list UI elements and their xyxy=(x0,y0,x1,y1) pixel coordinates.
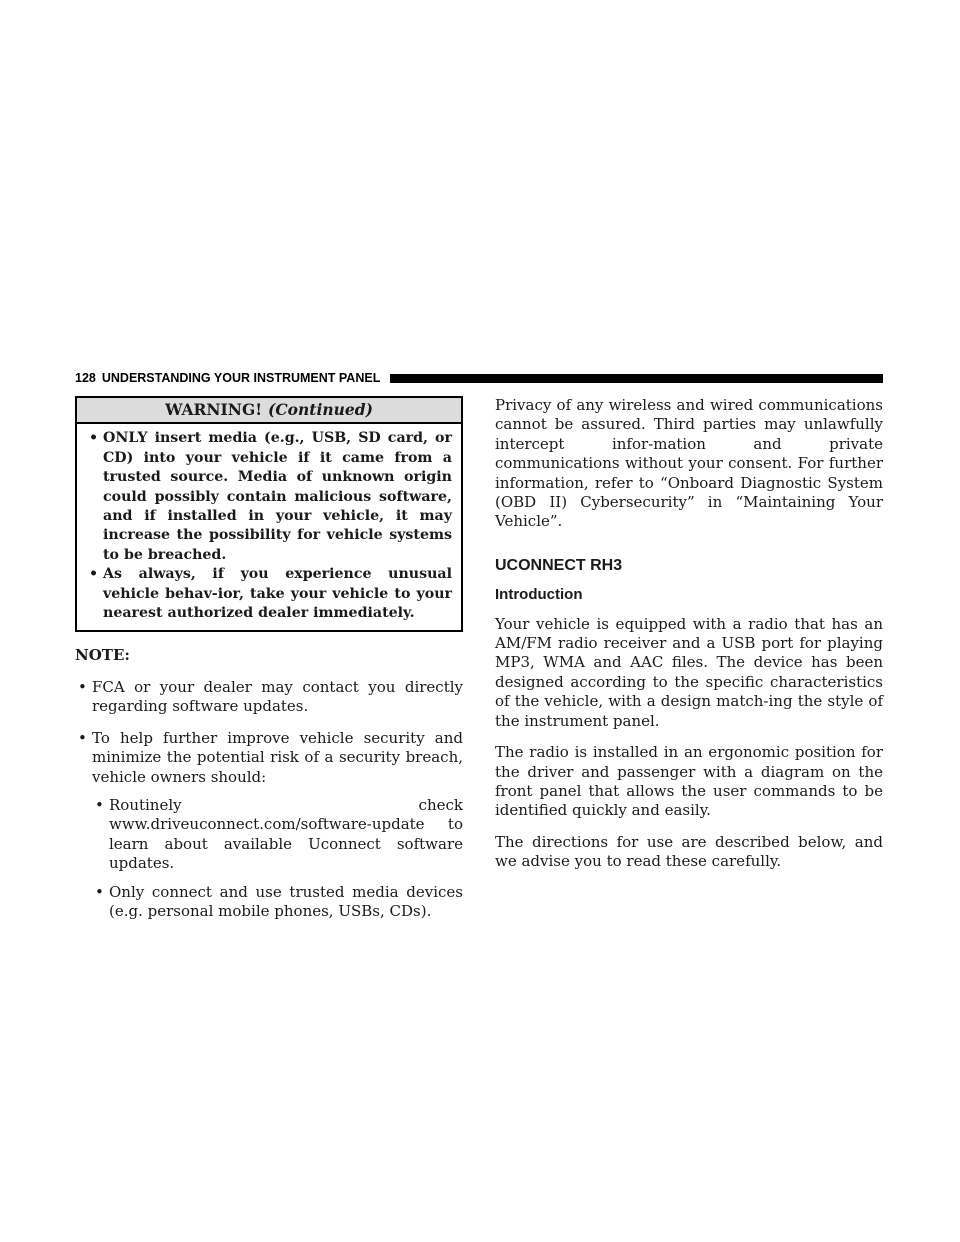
bullet-icon: • xyxy=(95,882,104,901)
warning-title xyxy=(77,398,461,424)
note-item: • FCA or your dealer may contact you directly regarding software updates. xyxy=(78,677,463,716)
warning-label: WARNING! xyxy=(165,400,263,419)
body-paragraph: The radio is installed in an ergonomic position for the driver and passenger with a diagram on the front panel that allows the user commands to be identified quickly and easily. xyxy=(495,743,883,820)
body-paragraph: The directions for use are described below, and we advise you to read these carefully. xyxy=(495,832,883,871)
bullet-icon: • xyxy=(78,728,87,747)
note-label: NOTE: xyxy=(75,646,130,665)
warning-item: • ONLY insert media (e.g., USB, SD card, or CD) into your vehicle if it came from a trusted source. Media of unknown origin could possibly contain malicious software, and if installed in your vehicle, it may increase the possibility for vehicle systems to be breached. xyxy=(89,430,452,563)
bullet-icon: • xyxy=(95,795,104,814)
warning-body xyxy=(77,424,461,630)
note-subitem: • Routinely check www.driveuconnect.com/software-update to learn about available Uconnect software updates. xyxy=(95,795,463,873)
bullet-icon: • xyxy=(78,677,87,696)
page-header xyxy=(75,368,883,388)
page-number: 128 xyxy=(75,371,96,385)
header-rule xyxy=(390,374,883,383)
right-column xyxy=(495,396,883,884)
bullet-icon: • xyxy=(89,566,99,583)
warning-item: • As always, if you experience unusual vehicle behav-ior, take your vehicle to your nearest authorized dealer immediately. xyxy=(89,566,452,622)
note-subitem: • Only connect and use trusted media devices (e.g. personal mobile phones, USBs, CDs). xyxy=(95,882,463,920)
section-title: UNDERSTANDING YOUR INSTRUMENT PANEL xyxy=(101,371,381,385)
body-paragraph: Your vehicle is equipped with a radio that has an AM/FM radio receiver and a USB port for playing MP3, WMA and AAC files. The device has been designed according to the specific characteristics of the vehicle, with a design match-ing the style of the instrument panel. xyxy=(495,614,883,730)
left-column xyxy=(75,396,463,921)
bullet-icon: • xyxy=(89,430,99,447)
note-item: • To help further improve vehicle security and minimize the potential risk of a security breach, vehicle owners should: xyxy=(78,728,463,786)
warning-continued: (Continued) xyxy=(268,400,373,419)
privacy-paragraph: Privacy of any wireless and wired communications cannot be assured. Third parties may unlawfully intercept infor-mation and private communications without your consent. For further information, refer to “Onboard Diagnostic System (OBD II) Cybersecurity” in “Maintaining Your Vehicle”. xyxy=(495,396,883,531)
warning-box xyxy=(75,396,463,632)
section-heading: UCONNECT RH3 xyxy=(495,556,623,574)
subsection-heading: Introduction xyxy=(495,586,583,604)
